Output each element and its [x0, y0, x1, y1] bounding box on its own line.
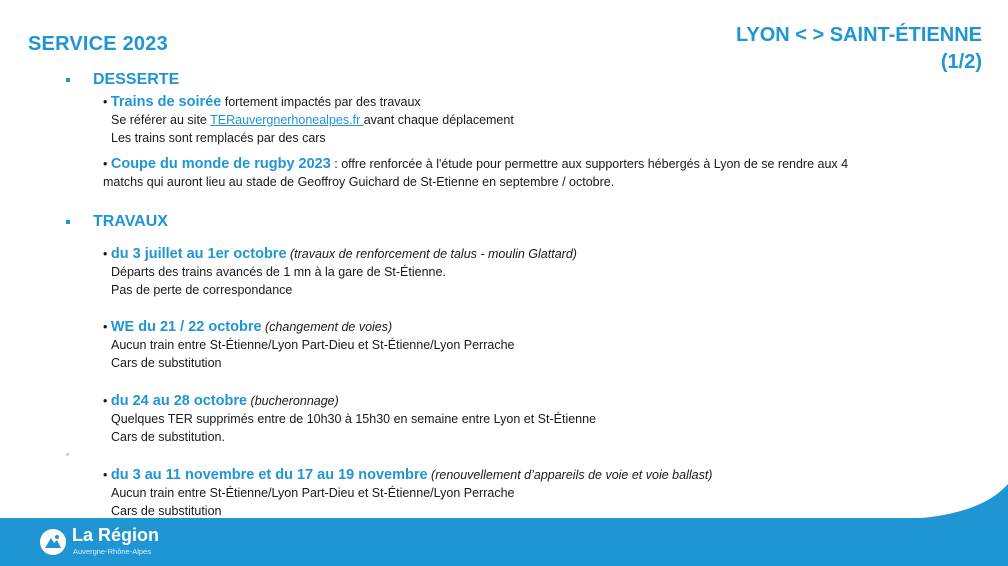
- item-line: • du 3 au 11 novembre et du 17 au 19 novembre (renouvellement d’appareils de voie et voie ballast): [103, 467, 713, 483]
- item-text: avant chaque déplacement: [363, 113, 514, 127]
- item-text: fortement impactés par des travaux: [221, 95, 421, 109]
- bullet-dot-icon: [66, 453, 69, 456]
- item-line: Cars de substitution: [111, 356, 222, 370]
- item-line: Cars de substitution: [111, 504, 222, 518]
- item-highlight: du 24 au 28 octobre: [110, 393, 248, 409]
- route-title: [736, 22, 982, 76]
- item-highlight: Coupe du monde de rugby 2023: [110, 156, 331, 172]
- travaux-item: [103, 318, 514, 372]
- travaux-item: [103, 245, 577, 299]
- desserte-item-rugby: [103, 155, 848, 191]
- item-highlight: du 3 au 11 novembre et du 17 au 19 novembre: [110, 467, 428, 483]
- item-note: (renouvellement d’appareils de voie et voie ballast): [431, 468, 713, 482]
- section-heading: DESSERTE: [93, 71, 180, 88]
- footer-curve: [0, 470, 1008, 520]
- item-highlight: du 3 juillet au 1er octobre: [110, 246, 287, 262]
- item-highlight: WE du 21 / 22 octobre: [110, 319, 262, 335]
- item-line: • Coupe du monde de rugby 2023 : offre renforcée à l'étude pour permettre aux supporters hébergés à Lyon de se rendre aux 4: [103, 156, 849, 172]
- item-line: Les trains sont remplacés par des cars: [111, 131, 326, 145]
- route-title-line2: (1/2): [940, 51, 982, 73]
- region-logo-subtitle: Auvergne-Rhône-Alpes: [73, 547, 151, 556]
- item-note: (travaux de renforcement de talus - moulin Glattard): [290, 247, 577, 261]
- bullet-square-icon: [66, 78, 70, 82]
- item-text: Se référer au site: [111, 113, 211, 127]
- item-line: • Trains de soirée fortement impactés par des travaux: [103, 94, 421, 110]
- item-note: (bucheronnage): [250, 394, 339, 408]
- region-logo-name: La Région: [72, 525, 160, 545]
- region-logo-icon: [40, 529, 66, 555]
- item-line: Aucun train entre St-Étienne/Lyon Part-Dieu et St-Étienne/Lyon Perrache: [111, 486, 515, 500]
- desserte-item-evening-trains: [103, 93, 514, 147]
- item-line: Cars de substitution.: [111, 430, 225, 444]
- page-title: SERVICE 2023: [28, 33, 168, 55]
- item-line: Départs des trains avancés de 1 mn à la gare de St-Étienne.: [111, 265, 446, 279]
- route-title-line1: LYON < > SAINT-ÉTIENNE: [736, 24, 982, 46]
- item-line: [103, 111, 514, 129]
- item-note: (changement de voies): [265, 320, 393, 334]
- travaux-item: [103, 392, 596, 446]
- item-line: Quelques TER supprimés entre de 10h30 à 15h30 en semaine entre Lyon et St-Étienne: [111, 412, 597, 426]
- item-line: Aucun train entre St-Étienne/Lyon Part-Dieu et St-Étienne/Lyon Perrache: [111, 338, 515, 352]
- item-line: • du 3 juillet au 1er octobre (travaux de renforcement de talus - moulin Glattard): [103, 246, 577, 262]
- item-line: matchs qui auront lieu au stade de Geoffroy Guichard de St-Etienne en septembre / octobre.: [103, 175, 615, 189]
- item-line: • du 24 au 28 octobre (bucheronnage): [103, 393, 339, 409]
- item-line: • WE du 21 / 22 octobre (changement de voies): [103, 319, 393, 335]
- item-highlight: Trains de soirée: [110, 94, 222, 110]
- item-text: : offre renforcée à l'étude pour permettre aux supporters hébergés à Lyon de se rendre aux 4: [330, 157, 849, 171]
- section-heading: TRAVAUX: [93, 213, 168, 230]
- item-line: Pas de perte de correspondance: [111, 283, 293, 297]
- bullet-square-icon: [66, 220, 70, 224]
- ter-website-link[interactable]: TERauvergnerhonealpes.fr: [210, 113, 364, 127]
